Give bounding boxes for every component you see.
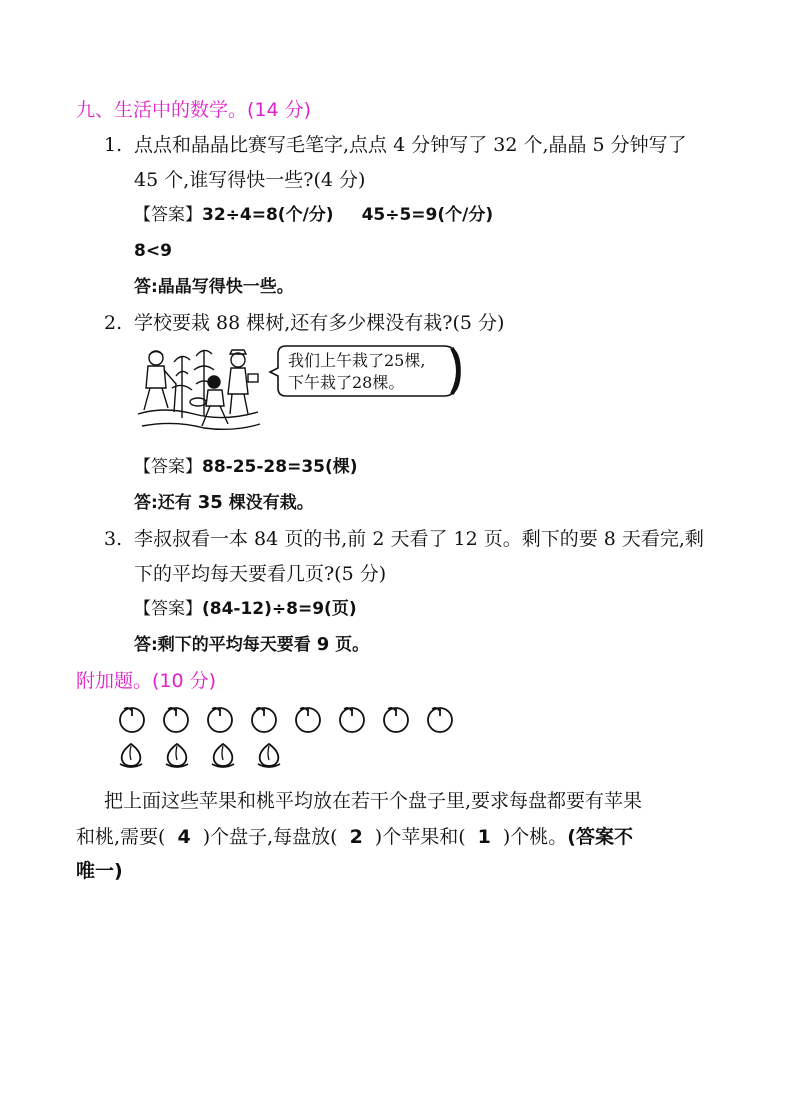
question-2-line1: 学校要栽 88 棵树,还有多少棵没有栽?(5 分) xyxy=(134,312,505,334)
apple-icon xyxy=(336,702,368,738)
answer-3-text-c: 页。 xyxy=(329,635,370,655)
apple-icon xyxy=(204,702,236,738)
apple-icon xyxy=(116,702,148,738)
bonus-line3: 唯一) xyxy=(76,860,123,882)
answer-3-number: 9 xyxy=(316,634,330,655)
answer-2-conclusion xyxy=(134,490,314,516)
answer-1-part1: 32÷4=8(个/分) xyxy=(202,205,334,225)
peach-icon xyxy=(162,740,192,774)
answer-3-conclusion xyxy=(134,632,369,658)
apple-icon xyxy=(160,702,192,738)
bonus-title: 附加题。(10 分) xyxy=(76,670,217,692)
question-1-line1: 点点和晶晶比赛写毛笔字,点点 4 分钟写了 32 个,晶晶 5 分钟写了 xyxy=(134,134,687,156)
answer-2-number: 35 xyxy=(197,492,223,513)
answer-1-part2: 45÷5=9(个/分) xyxy=(361,205,494,225)
speech-line-2: 下午栽了28棵。 xyxy=(288,373,405,392)
question-3-line1: 李叔叔看一本 84 页的书,前 2 天看了 12 页。剩下的要 8 天看完,剩 xyxy=(134,528,704,550)
answer-1-formula xyxy=(134,202,493,228)
question-2-number: 2. xyxy=(104,312,123,334)
answer-label: 【答案】 xyxy=(134,599,202,619)
bonus-text-a: 和桃,需要( xyxy=(76,826,166,848)
blank-plates: 4 xyxy=(177,826,191,848)
bonus-note-a: (答案不 xyxy=(567,826,633,848)
answer-3-formula xyxy=(134,596,357,622)
blank-apples: 2 xyxy=(349,826,363,848)
question-1-line2: 45 个,谁写得快一些?(4 分) xyxy=(134,169,366,191)
peach-icon xyxy=(254,740,284,774)
blank-peaches: 1 xyxy=(477,826,491,848)
answer-2-text-a: 答:还有 xyxy=(134,493,198,513)
apple-icon xyxy=(292,702,324,738)
bonus-text-c: )个苹果和( xyxy=(374,826,466,848)
bonus-line1: 把上面这些苹果和桃平均放在若干个盘子里,要求每盘都要有苹果 xyxy=(104,790,643,812)
peach-icon xyxy=(116,740,146,774)
question-1-number: 1. xyxy=(104,134,123,156)
answer-2-formula xyxy=(134,454,358,480)
bonus-line2 xyxy=(76,824,633,850)
apple-icon xyxy=(248,702,280,738)
apple-icon xyxy=(424,702,456,738)
question-3-line2: 下的平均每天要看几页?(5 分) xyxy=(134,563,387,585)
answer-label: 【答案】 xyxy=(134,205,202,225)
speech-bubble-text xyxy=(288,350,425,394)
answer-2-part1: 88-25-28=35(棵) xyxy=(202,457,358,477)
answer-1-conclusion: 答:晶晶写得快一些。 xyxy=(134,277,294,297)
bonus-text-d: )个桃。 xyxy=(502,826,568,848)
section-title: 九、生活中的数学。(14 分) xyxy=(76,99,312,121)
answer-1-compare: 8<9 xyxy=(134,241,172,261)
answer-label: 【答案】 xyxy=(134,457,202,477)
answer-2-text-c: 棵没有栽。 xyxy=(222,493,314,513)
bonus-text-b: )个盘子,每盘放( xyxy=(202,826,338,848)
peach-icon xyxy=(208,740,238,774)
question-3-number: 3. xyxy=(104,528,123,550)
speech-line-1: 我们上午栽了25棵, xyxy=(288,351,426,370)
kids-planting-trees-illustration xyxy=(134,342,264,436)
apple-icon xyxy=(380,702,412,738)
answer-3-part1: (84-12)÷8=9(页) xyxy=(202,599,357,619)
answer-3-text-a: 答:剩下的平均每天要看 xyxy=(134,635,317,655)
